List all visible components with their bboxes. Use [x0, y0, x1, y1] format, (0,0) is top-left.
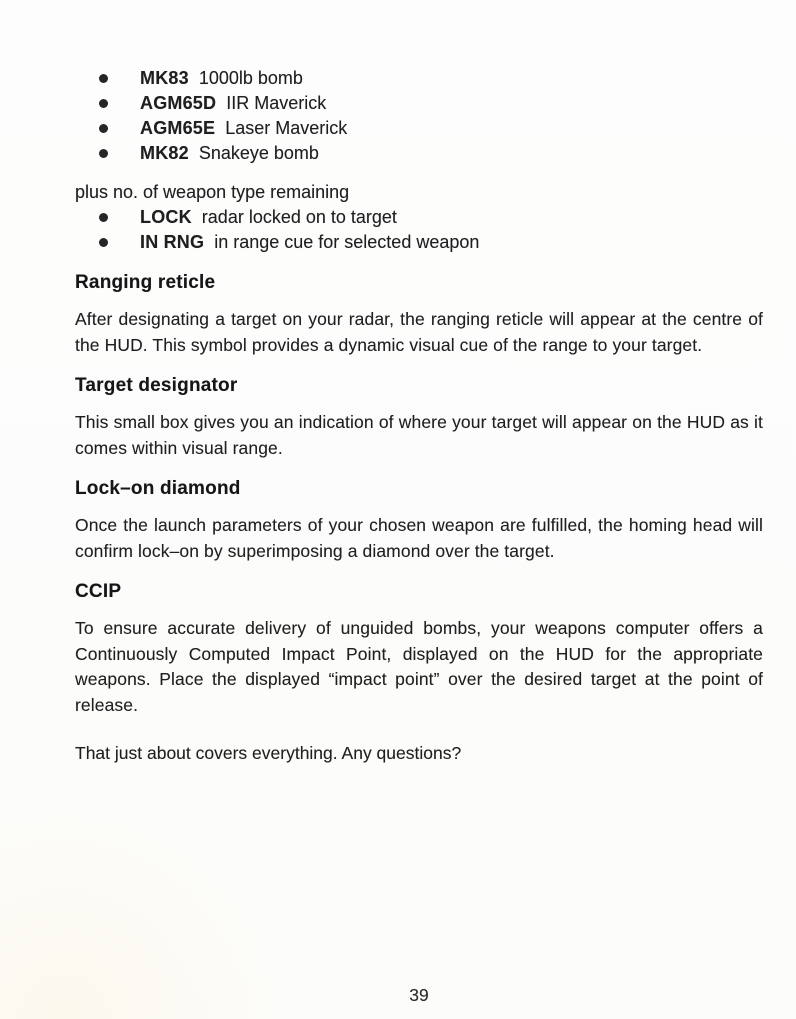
section-heading: Ranging reticle — [75, 272, 216, 293]
list-item — [75, 116, 763, 141]
weapon-term: AGM65E — [140, 118, 216, 138]
section-ccip — [75, 579, 763, 718]
weapon-list — [75, 66, 763, 166]
section-body: This small box gives you an indication of where your target will appear on the HUD as it comes within visual range. — [75, 412, 763, 458]
list-item — [75, 230, 763, 255]
weapon-desc: IIR Maverick — [226, 93, 327, 113]
weapon-desc: Snakeye bomb — [198, 143, 319, 163]
bullet-icon — [99, 238, 108, 247]
list-item — [75, 66, 763, 91]
cue-term: IN RNG — [140, 232, 205, 252]
section-heading: Target designator — [75, 375, 238, 396]
weapon-term: AGM65D — [140, 93, 217, 113]
list-item — [75, 141, 763, 166]
bullet-icon — [99, 213, 108, 222]
cue-list — [75, 205, 763, 255]
section-target-designator — [75, 373, 763, 461]
list-item — [75, 205, 763, 230]
section-lock-on-diamond — [75, 476, 763, 564]
weapon-term: MK83 — [140, 68, 189, 88]
bullet-icon — [99, 99, 108, 108]
section-heading: CCIP — [75, 581, 122, 602]
section-body: To ensure accurate delivery of unguided bombs, your weapons computer offers a Continuously Computed Impact Point, displayed on the HUD for the appropriate weapons. Place the displayed “impact point” over the desired target at the point of release. — [75, 618, 763, 715]
section-heading: Lock–on diamond — [75, 478, 241, 499]
weapon-term: MK82 — [140, 143, 189, 163]
weapon-desc: 1000lb bomb — [198, 68, 303, 88]
bullet-icon — [99, 149, 108, 158]
section-ranging-reticle — [75, 270, 763, 358]
closing-line: That just about covers everything. Any questions? — [75, 743, 462, 763]
list-item — [75, 91, 763, 116]
section-body: After designating a target on your radar, the ranging reticle will appear at the centre of the HUD. This symbol provides a dynamic visual cue of the range to your target. — [75, 309, 763, 355]
cue-term: LOCK — [140, 207, 192, 227]
plus-line: plus no. of weapon type remaining — [75, 182, 350, 202]
page-number: 39 — [409, 985, 429, 1005]
weapon-desc: Laser Maverick — [225, 118, 348, 138]
cue-desc: radar locked on to target — [201, 207, 397, 227]
bullet-icon — [99, 74, 108, 83]
bullet-icon — [99, 124, 108, 133]
section-body: Once the launch parameters of your chosen weapon are fulfilled, the homing head will confirm lock–on by superimposing a diamond over the target. — [75, 515, 763, 561]
cue-desc: in range cue for selected weapon — [214, 232, 480, 252]
